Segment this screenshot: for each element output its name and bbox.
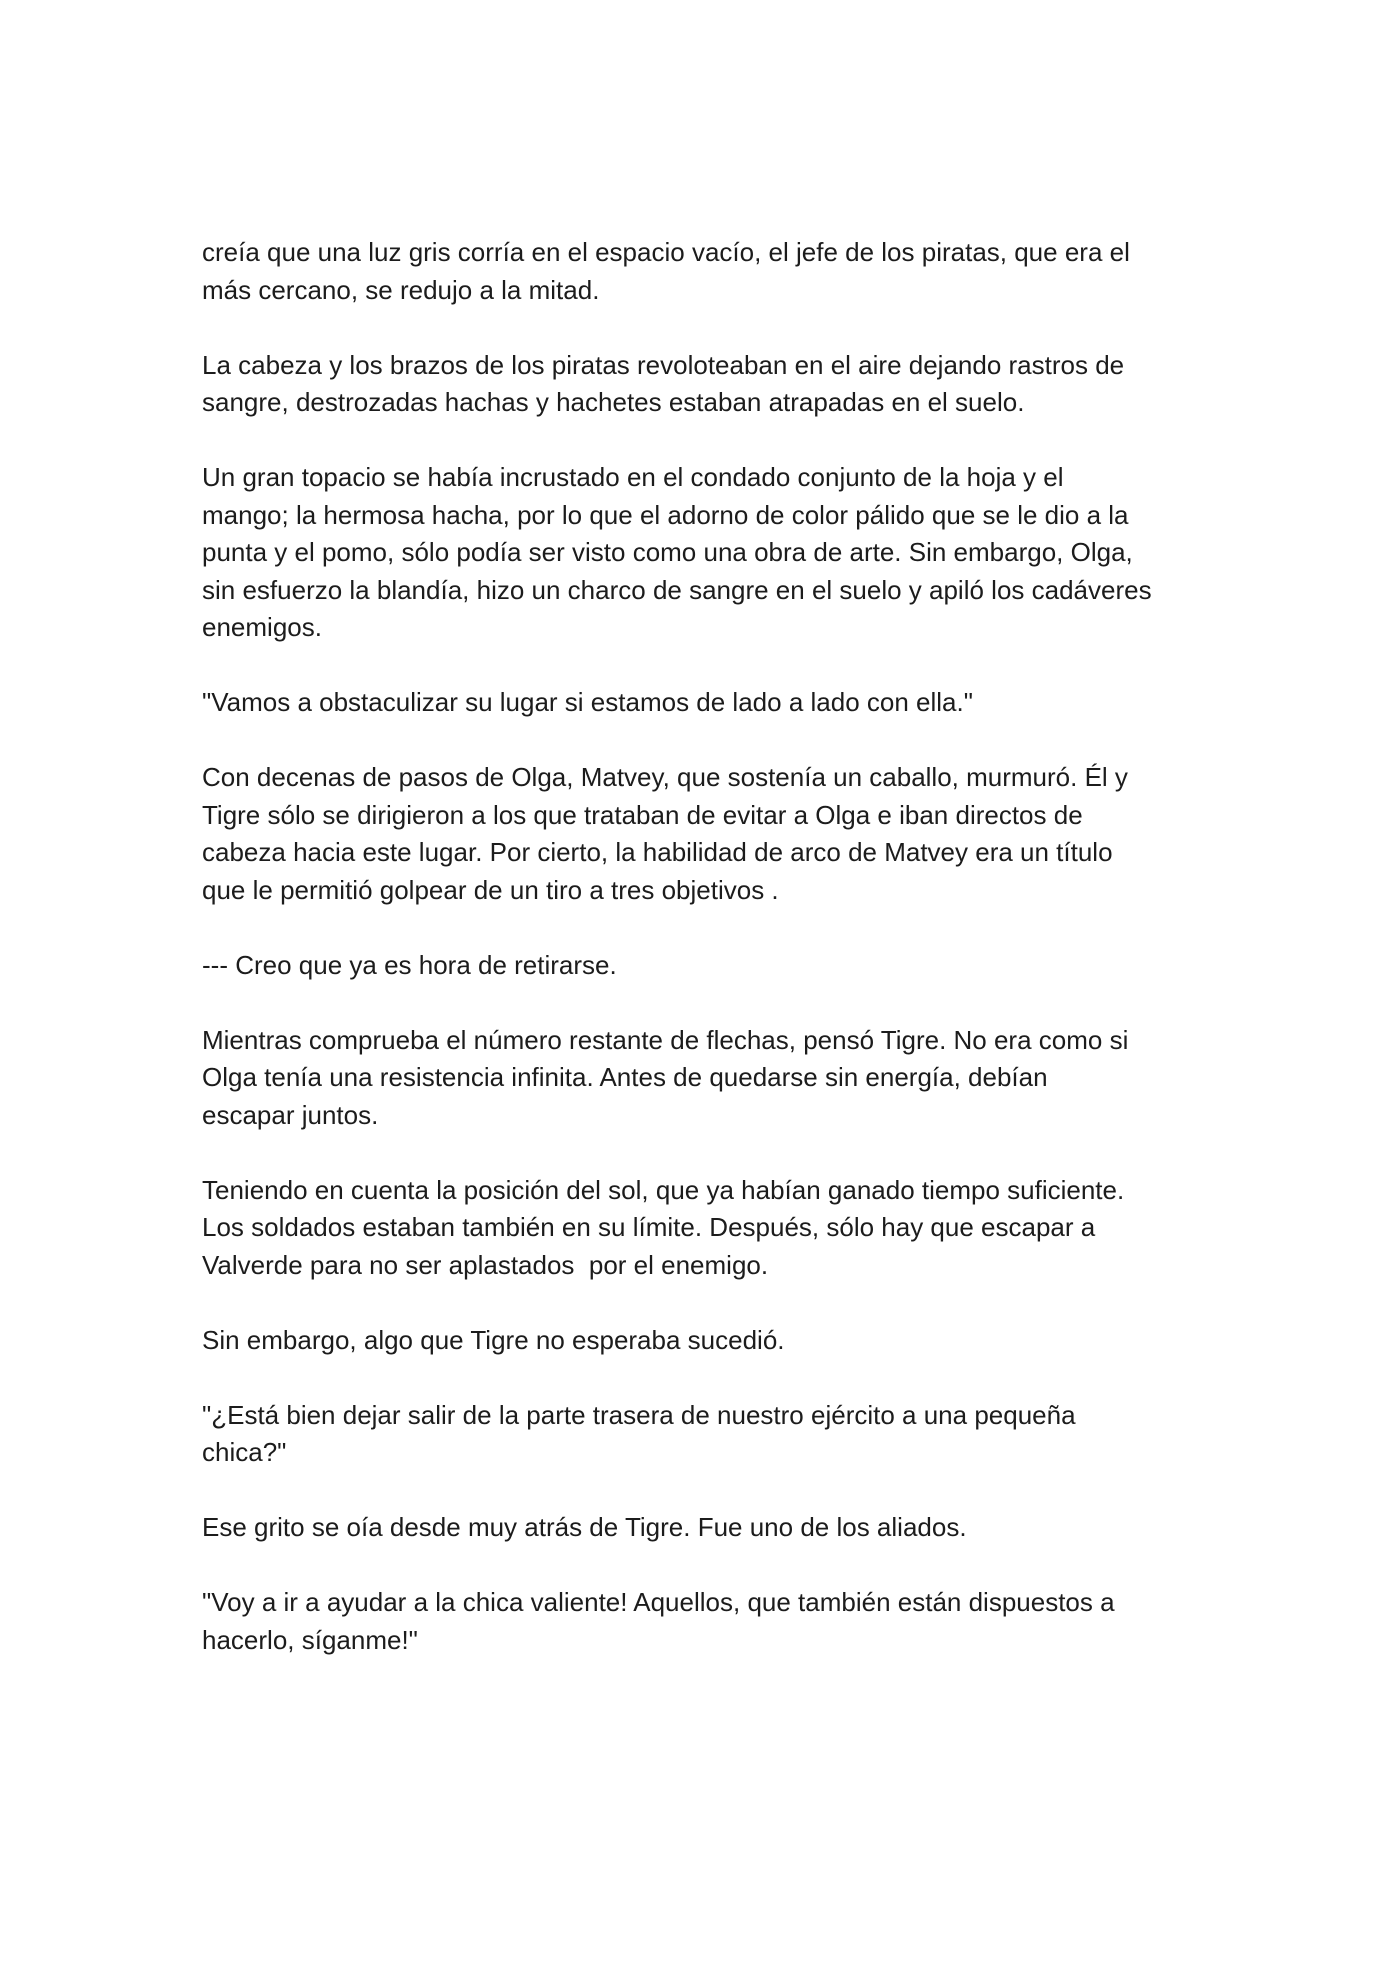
paragraph-4: "Vamos a obstaculizar su lugar si estamos de lado a lado con ella." [202, 687, 973, 717]
paragraph-8: Teniendo en cuenta la posición del sol, que ya habían ganado tiempo suficiente. Los soldados estaban también en su límite. Después, sólo hay que escapar a Valverde para no ser aplastados por el enemigo. [202, 1174, 1125, 1280]
paragraph-9: Sin embargo, algo que Tigre no esperaba sucedió. [202, 1324, 785, 1355]
paragraph-5: Con decenas de pasos de Olga, Matvey, que sostenía un caballo, murmuró. Él y Tigre sólo se dirigieron a los que trataban de evitar a Olga e iban directos de cabeza hacia este lugar. Por cierto, la habilidad de arco de Matvey era un título que le permitió golpear de un tiro a tres objetivos . [202, 762, 1128, 905]
paragraph-11: Ese grito se oía desde muy atrás de Tigre. Fue uno de los aliados. [202, 1512, 967, 1542]
paragraph-6: --- Creo que ya es hora de retirarse. [202, 949, 617, 980]
paragraph-1: creía que una luz gris corría en el espacio vacío, el jefe de los piratas, que era el más cercano, se redujo a la mitad. [202, 237, 1130, 305]
paragraph-2: La cabeza y los brazos de los piratas revoloteaban en el aire dejando rastros de sangre, destrozadas hachas y hachetes estaban atrapadas en el suelo. [202, 349, 1125, 417]
document-body [202, 234, 1212, 1697]
paragraph-10: "¿Está bien dejar salir de la parte trasera de nuestro ejército a una pequeña chica?" [202, 1399, 1076, 1467]
paragraph-7: Mientras comprueba el número restante de flechas, pensó Tigre. No era como si Olga tenía una resistencia infinita. Antes de quedarse sin energía, debían escapar juntos. [202, 1024, 1129, 1130]
paragraph-3: Un gran topacio se había incrustado en el condado conjunto de la hoja y el mango; la hermosa hacha, por lo que el adorno de color pálido que se le dio a la punta y el pomo, sólo podía ser visto como una obra de arte. Sin embargo, Olga, sin esfuerzo la blandía, hizo un charco de sangre en el suelo y apiló los cadáveres enemigos. [202, 462, 1152, 642]
paragraph-12: "Voy a ir a ayudar a la chica valiente! Aquellos, que también están dispuestos a hacerlo, síganme!" [202, 1587, 1115, 1655]
